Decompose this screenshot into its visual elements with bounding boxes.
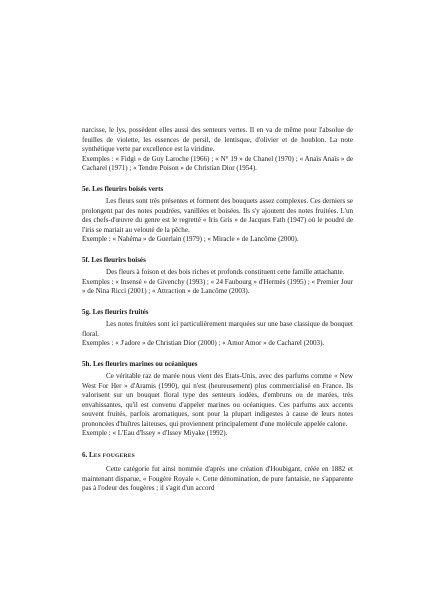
section-5f — [82, 256, 353, 297]
section-5e-examples: Exemple : « Nahéma » de Guerlain (1979) ; « Miracle » de Lancôme (2000). — [82, 235, 299, 243]
section-5e-paragraph: Les fleurs sont très présentes et forment des bouquets assez complexes. Ces derniers se prolongent par des notes poudrées, vanillées et boisées. Ils s'y ajoutent des notes fruitées. L'un des chefs-d'œuvre du genre est le regretté « Iris Gris » de Jacques Fath (1947) où le poudré de l'iris se mariait au velouté de la pêche. — [82, 197, 353, 234]
section-5h-examples: Exemple : « L'Eau d'Issey » d'Issey Miyake (1992). — [82, 429, 228, 437]
section-6-paragraph: Cette catégorie fut ainsi nommée d'après une création d'Houbigant, créée en 1882 et maintenant disparue, « Fougère Royale ». Cette dénomination, de pure fantaisie, ne s'apparente pas à l'odeur des fougères ; il s'agit d'un accord — [82, 465, 353, 492]
section-5g-heading: 5g. Les fleurirs fruités — [82, 307, 149, 316]
section-5e-heading: 5e. Les fleurirs boisés verts — [82, 184, 164, 193]
intro-section — [82, 126, 353, 174]
section-5h — [82, 360, 353, 439]
section-5f-examples: Exemples : « Insensé » de Givenchy (1993) ; « 24 Faubourg » d'Hermès (1995) ; « Premier Jour » de Nina Ricci (2001) ; « Attraction » de Lancôme (2003). — [82, 277, 353, 295]
intro-paragraph: narcisse, le lys, possèdent elles aussi des senteurs vertes. Il en va de même pour l'absolue de feuilles de violette, les essences de persil, de lentisque, d'olivier et de houblon. La note synthétique verte par excellence est la viridine. — [82, 126, 353, 153]
section-6-heading-smallcaps: ES FOUGERES — [93, 452, 135, 459]
section-5g-paragraph: Les notes fruitées sont ici particulièrement marquées sur une base classique de bouquet floral. — [82, 320, 353, 338]
section-6-heading-number: 6. L — [82, 450, 94, 459]
section-5g — [82, 308, 353, 349]
section-5e — [82, 185, 353, 245]
section-5h-heading: 5h. Les fleurirs marines ou océaniques — [82, 359, 198, 368]
section-6 — [82, 451, 353, 494]
section-6-heading — [82, 451, 353, 462]
section-5h-paragraph: Ce véritable raz de marée nous vient des Etats-Unis, avec des parfums comme « New West For Her » d'Aramis (1990), qui n'est (heureusement) plus commercialisé en France. Ils valorisent sur un bouquet floral type des senteurs iodées, d'embruns ou de marées, très envahissantes, qu'il est convenu d'appeler marines ou océaniques. Ces parfums aux accents souvent fruités, parfois aromatiques, sont pour la plupart indigestes à cause de leurs notes prononcées d'huîtres laiteuses, qui proviennent principalement d'une molécule appelée calone. — [82, 372, 353, 428]
section-5f-paragraph: Des fleurs à foison et des bois riches et profonds constituent cette famille attachante. — [106, 268, 345, 276]
section-5f-heading: 5f. Les fleurirs boisés — [82, 255, 146, 264]
intro-examples: Exemples : « Fidgi » de Guy Laroche (1966) ; « N° 19 » de Chanel (1970) ; « Anaïs Anaïs » de Cacharel (1971) ; « Tendre Poison » de Christian Dior (1954). — [82, 154, 353, 172]
section-5g-examples: Exemples : « J'adore » de Christian Dior (2000) ; « Amor Amor » de Cacharel (2003). — [82, 339, 325, 347]
